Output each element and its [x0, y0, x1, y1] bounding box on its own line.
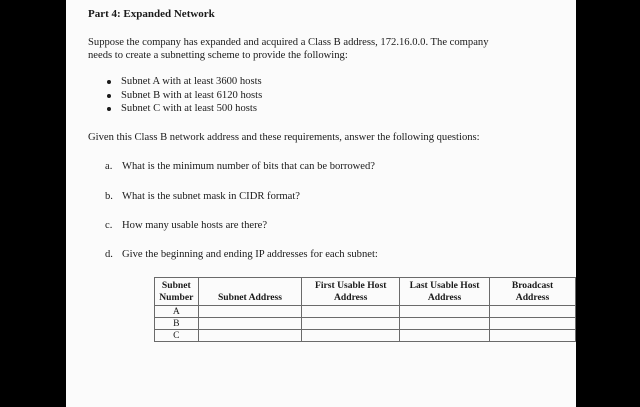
cell-subnet-address[interactable]: [198, 306, 302, 318]
question-marker: d.: [105, 248, 113, 260]
question-marker: c.: [105, 219, 113, 231]
cell-first-host[interactable]: [302, 330, 400, 342]
question-item: [88, 219, 558, 233]
cell-broadcast[interactable]: [490, 306, 576, 318]
header-line: Subnet: [161, 279, 191, 291]
document-page: [66, 0, 576, 407]
cell-last-host[interactable]: [400, 318, 490, 330]
section-heading: Part 4: Expanded Network: [88, 8, 215, 20]
question-text: What is the subnet mask in CIDR format?: [122, 190, 300, 202]
table-row: [155, 306, 576, 318]
questions-list: [88, 160, 558, 262]
requirement-item: Subnet B with at least 6120 hosts: [88, 89, 558, 103]
question-marker: a.: [105, 160, 113, 172]
header-line: First Usable Host: [314, 279, 387, 291]
cell-last-host[interactable]: [400, 330, 490, 342]
question-text: How many usable hosts are there?: [122, 219, 268, 231]
header-line: Last Usable Host: [409, 279, 480, 291]
document-content: [88, 8, 558, 262]
table-row: [155, 330, 576, 342]
question-item: [88, 190, 558, 204]
header-subnet-number: [155, 278, 199, 306]
cell-subnet: C: [155, 330, 199, 342]
question-marker: b.: [105, 190, 113, 202]
cell-subnet-address[interactable]: [198, 318, 302, 330]
header-line: Address: [515, 291, 550, 303]
requirement-item: Subnet A with at least 3600 hosts: [88, 75, 558, 89]
intro-paragraph: [88, 36, 558, 62]
table-header-row: [155, 278, 576, 306]
requirements-list: [88, 75, 558, 116]
header-subnet-address: [198, 278, 302, 306]
header-broadcast: [490, 278, 576, 306]
intro-line: Suppose the company has expanded and acquired a Class B address, 172.16.0.0. The company: [88, 37, 489, 48]
question-text: What is the minimum number of bits that can be borrowed?: [122, 160, 376, 172]
cell-first-host[interactable]: [302, 306, 400, 318]
header-line: Broadcast: [511, 279, 554, 291]
header-last-host: [400, 278, 490, 306]
cell-first-host[interactable]: [302, 318, 400, 330]
subnet-table: [154, 277, 576, 342]
header-line: Address: [333, 291, 368, 303]
cell-broadcast[interactable]: [490, 318, 576, 330]
question-item: [88, 248, 558, 262]
cell-last-host[interactable]: [400, 306, 490, 318]
header-first-host: [302, 278, 400, 306]
cell-subnet-address[interactable]: [198, 330, 302, 342]
header-line: Subnet Address: [217, 292, 283, 303]
question-text: Give the beginning and ending IP addresses for each subnet:: [122, 248, 378, 260]
intro-line: needs to create a subnetting scheme to provide the following:: [88, 50, 348, 61]
question-item: [88, 160, 558, 174]
cell-subnet: B: [155, 318, 199, 330]
cell-broadcast[interactable]: [490, 330, 576, 342]
given-paragraph: Given this Class B network address and these requirements, answer the following questions:: [88, 131, 480, 143]
header-line: Address: [427, 291, 462, 303]
requirement-item: Subnet C with at least 500 hosts: [88, 102, 558, 116]
cell-subnet: A: [155, 306, 199, 318]
table-row: [155, 318, 576, 330]
header-line: Number: [159, 291, 194, 303]
